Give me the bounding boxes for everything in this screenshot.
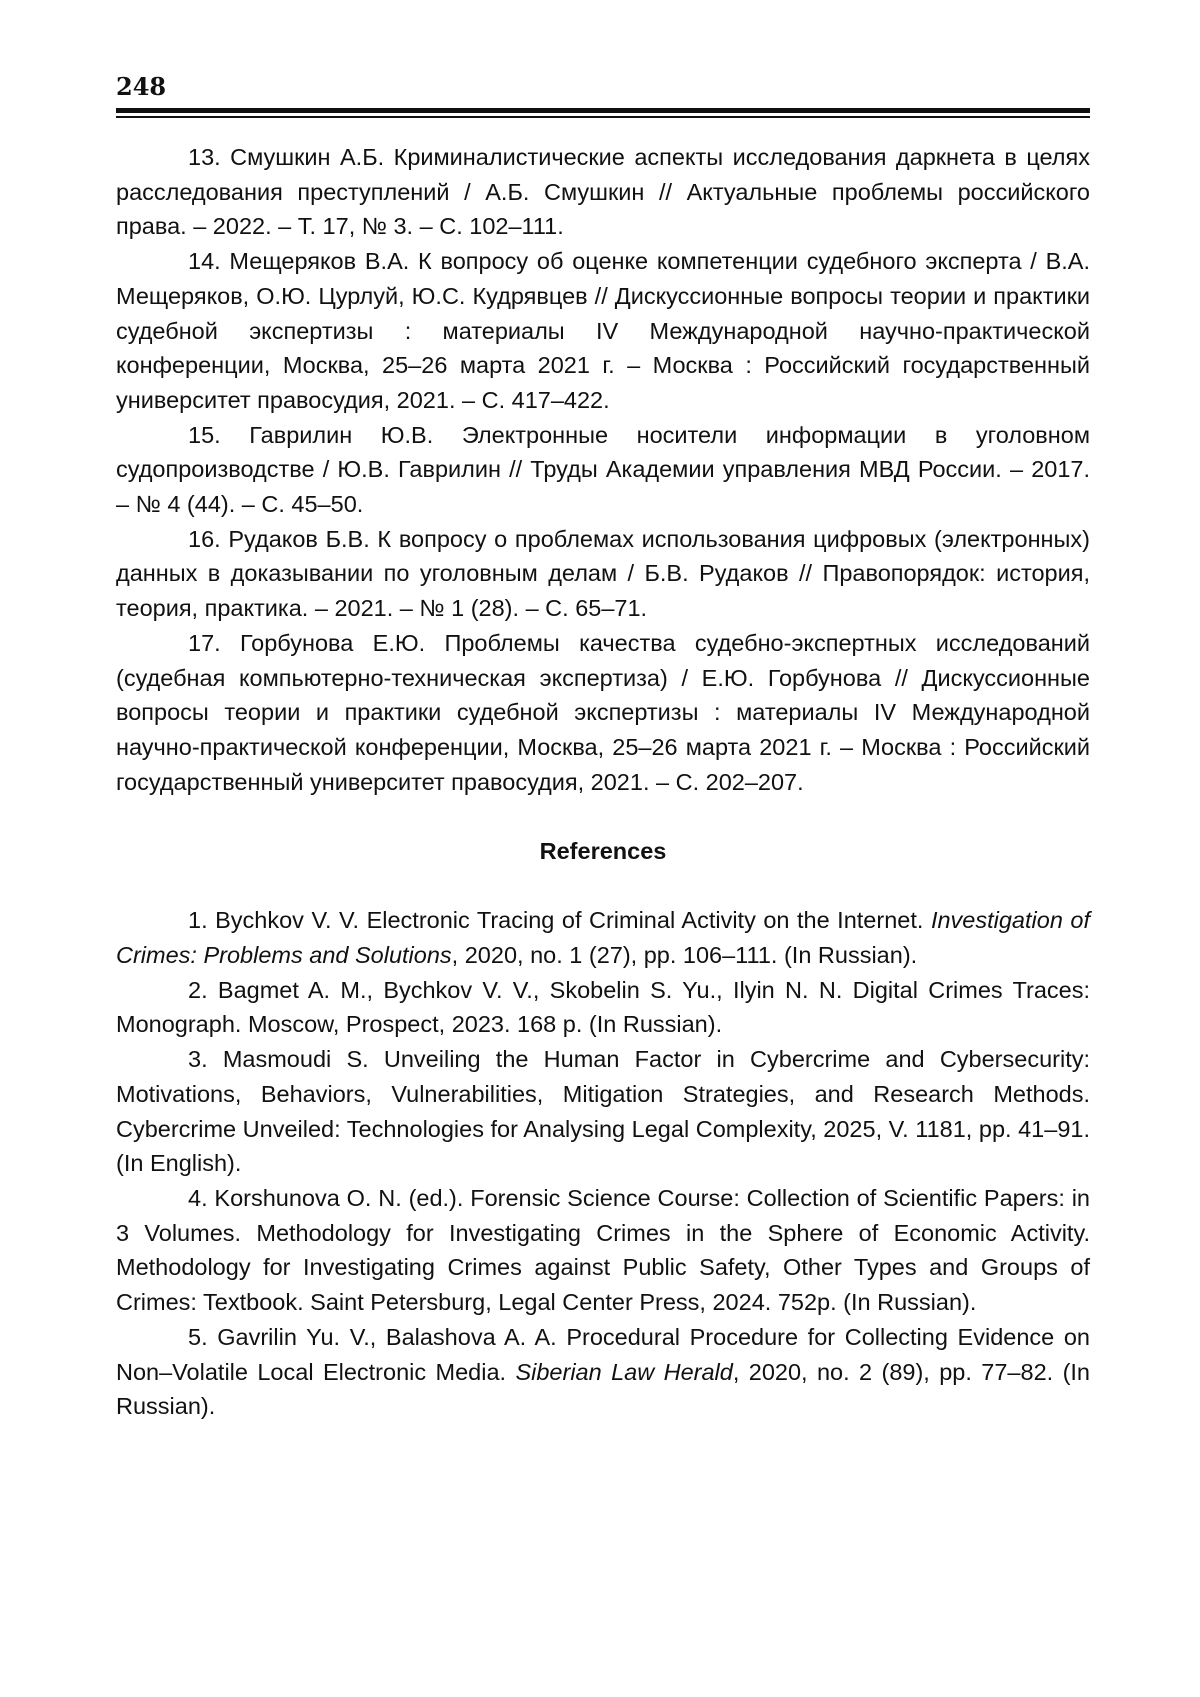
references-heading: References <box>539 838 667 865</box>
reference-text: 2. Bagmet A. M., Bychkov V. V., Skobelin S. Yu., Ilyin N. N. Digital Crimes Traces: Monograph. Moscow, Prospect, 2023. 168 p. (In Russian). <box>116 976 1090 1038</box>
header-rule-thin <box>116 116 1090 118</box>
reference-item-15: 15. Гаврилин Ю.В. Электронные носители информации в уголовном судопроизводстве / Ю.В. Гаврилин // Труды Академии управления МВД России. – 2017. – № 4 (44). – С. 45–50. <box>116 421 1090 518</box>
reference-item-17: 17. Горбунова Е.Ю. Проблемы качества судебно-экспертных исследований (судебная компьютерно-техническая экспертиза) / Е.Ю. Горбунова // Дискуссионные вопросы теории и практики судебной экспертизы : материалы IV Международной научно-практической конференции, Москва, 25–26 марта 2021 г. – Москва : Российский государственный университет правосудия, 2021. – С. 202–207. <box>116 629 1090 795</box>
reference-item-en-1 <box>116 903 1090 972</box>
journal-title: Siberian Law Herald <box>515 1358 733 1385</box>
reference-item-en-5 <box>116 1320 1090 1424</box>
reference-text: 5. Gavrilin Yu. V., Balashova A. A. Procedural Procedure for Collecting Evidence on Non–Volatile Local Electronic Media. <box>116 1323 1090 1385</box>
page-number: 248 <box>116 72 167 101</box>
english-reference-list <box>116 903 1090 1424</box>
journal-title: Investigation of Crimes: Problems and Solutions <box>116 907 1091 969</box>
reference-item-en-4 <box>116 1181 1090 1320</box>
reference-item-13: 13. Смушкин А.Б. Криминалистические аспекты исследования даркнета в целях расследования преступлений / А.Б. Смушкин // Актуальные проблемы российского права. – 2022. – Т. 17, № 3. – С. 102–111. <box>116 144 1090 240</box>
reference-text: 4. Korshunova O. N. (ed.). Forensic Science Course: Collection of Scientific Papers: in 3 Volumes. Methodology for Investigating Crimes in the Sphere of Economic Activity. Methodology for Investigating Crimes against Public Safety, Other Types and Groups of Crimes: Textbook. Saint Petersburg, Legal Center Press, 2024. 752p. (In Russian). <box>116 1184 1090 1316</box>
reference-item-16: 16. Рудаков Б.В. К вопросу о проблемах использования цифровых (электронных) данных в доказывании по уголовным делам / Б.В. Рудаков // Правопорядок: история, теория, практика. – 2021. – № 1 (28). – С. 65–71. <box>116 525 1090 622</box>
russian-reference-list <box>116 140 1090 799</box>
reference-text: , 2020, no. 2 (89), pp. 77–82. (In Russian). <box>116 1358 1090 1420</box>
reference-text: , 2020, no. 1 (27), pp. 106–111. (In Russian). <box>451 942 918 969</box>
reference-text: 3. Masmoudi S. Unveiling the Human Factor in Cybercrime and Cybersecurity: Motivations, Behaviors, Vulnerabilities, Mitigation Strategies, and Research Methods. Cybercrime Unveiled: Technologies for Analysing Legal Complexity, 2025, V. 1181, pp. 41–91. (In English). <box>116 1046 1090 1177</box>
reference-item-14: 14. Мещеряков В.А. К вопросу об оценке компетенции судебного эксперта / В.А. Мещеряков, О.Ю. Цурлуй, Ю.С. Кудрявцев // Дискуссионные вопросы теории и практики судебной экспертизы : материалы IV Международной научно-практической конференции, Москва, 25–26 марта 2021 г. – Москва : Российский государственный университет правосудия, 2021. – С. 417–422. <box>116 248 1090 413</box>
reference-item-en-2 <box>116 973 1090 1042</box>
header-rule-thick <box>116 108 1090 113</box>
page-body <box>116 140 1090 1424</box>
reference-text: 1. Bychkov V. V. Electronic Tracing of Criminal Activity on the Internet. <box>188 907 931 934</box>
reference-item-en-3 <box>116 1042 1090 1181</box>
